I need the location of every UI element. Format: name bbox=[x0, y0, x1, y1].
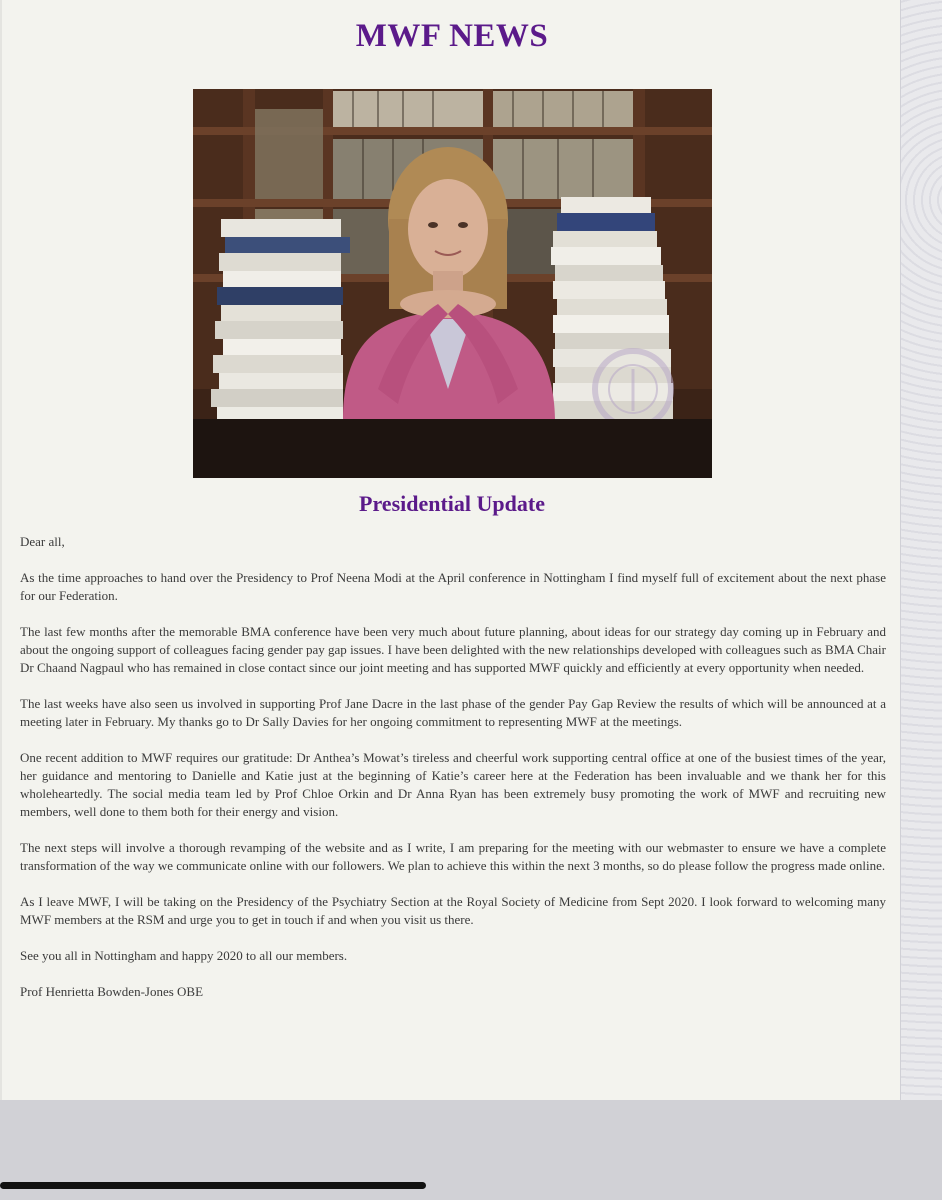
paragraph: The last few months after the memorable BMA conference have been very much about future planning, about ideas for our strategy day coming up in February and about the ongoing support of colleagues facing gender pay gap issues. I have been delighted with the new relationships developed with colleagues such as BMA Chair Dr Chaand Nagpaul who has remained in close contact since our joint meeting and has supported MWF quickly and efficiently at every opportunity when needed. bbox=[20, 624, 886, 675]
president-photo bbox=[193, 89, 712, 478]
signature: Prof Henrietta Bowden-Jones OBE bbox=[20, 984, 204, 999]
paragraph: As the time approaches to hand over the Presidency to Prof Neena Modi at the April conference in Nottingham I find myself full of excitement about the next phase for our Federation. bbox=[20, 570, 886, 603]
article-body bbox=[20, 533, 886, 1019]
paragraph: The next steps will involve a thorough revamping of the website and as I write, I am preparing for the meeting with our webmaster to ensure we have a complete transformation of the way we communicate online with our followers. We plan to achieve this within the next 3 months, so do please follow the progress made online. bbox=[20, 840, 886, 873]
article-subtitle: Presidential Update bbox=[359, 491, 545, 516]
paragraph: The last weeks have also seen us involved in supporting Prof Jane Dacre in the last phase of the gender Pay Gap Review the results of which will be announced at a meeting later in February. My thanks go to Dr Sally Davies for her ongoing commitment to representing MWF at the meetings. bbox=[20, 696, 886, 729]
paragraph: One recent addition to MWF requires our gratitude: Dr Anthea’s Mowat’s tireless and cheerful work supporting central office at one of the busiest times of the year, her guidance and mentoring to Danielle and Katie just at the beginning of Katie’s career here at the Federation has been invaluable and we thank her for this wholeheartedly. The social media team led by Prof Chloe Orkin and Dr Anna Ryan has been extremely busy promoting the work of MWF and recruiting new members, well done to them both for their energy and vision. bbox=[20, 750, 886, 819]
paragraph: See you all in Nottingham and happy 2020 to all our members. bbox=[20, 948, 348, 963]
home-indicator[interactable] bbox=[0, 1182, 426, 1189]
background-pattern bbox=[900, 0, 942, 1100]
paragraph: As I leave MWF, I will be taking on the Presidency of the Psychiatry Section at the Royal Society of Medicine from Sept 2020. I look forward to welcoming many MWF members at the RSM and urge you to get in touch if and when you visit us there. bbox=[20, 894, 886, 927]
page-title: MWF NEWS bbox=[355, 18, 549, 54]
greeting: Dear all, bbox=[20, 534, 65, 549]
